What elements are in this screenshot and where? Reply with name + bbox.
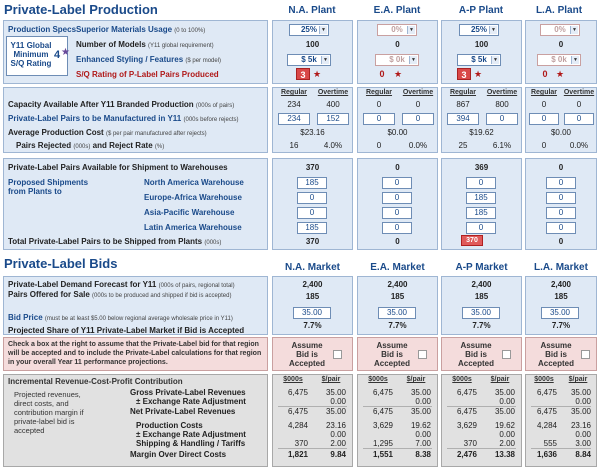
superior-materials-label: Superior Materials Usage (0 to 100%) (76, 25, 206, 34)
bid-price-input-ea[interactable]: 35.00 (378, 307, 416, 319)
contrib-value-total: 1,551 (372, 450, 393, 459)
assume-panel-ea (357, 337, 438, 371)
rej-num-ea: 0 (376, 141, 382, 150)
contrib-value-per-pair: 23.16 (325, 421, 346, 430)
cost-value-ea: $0.00 (387, 128, 408, 137)
offered-ea: 185 (390, 292, 405, 301)
rej-num-ap: 25 (458, 141, 468, 150)
sm-select-ap[interactable]: 25% ▼ (459, 24, 499, 36)
models-value-ap: 100 (474, 40, 489, 49)
sq-value-ea: 0 (379, 69, 385, 79)
cap-reg-ea: 0 (376, 100, 382, 109)
assume-label: Assume Bid is Accepted (288, 341, 325, 368)
contrib-value-per-pair: 7.00 (415, 439, 431, 448)
mfg-reg-input-la[interactable]: 0 (529, 113, 559, 125)
contrib-value-per-pair: 19.62 (494, 421, 515, 430)
sum-divider (363, 448, 432, 449)
offered-la: 185 (554, 292, 568, 301)
contrib-value-total: 6,475 (536, 407, 557, 416)
market-header-na: N.A. Market (284, 262, 340, 273)
ship-input[interactable]: 185 (297, 222, 327, 234)
contrib-col-header: $/pair (321, 376, 341, 383)
ship-input[interactable]: 0 (546, 222, 576, 234)
share-label: Projected Share of Y11 Private-Label Market if Bid is Accepted (8, 326, 245, 335)
sq-rating-label: S/Q Rating of P-Label Pairs Produced (76, 70, 219, 79)
overtime-header: Overtime (563, 89, 595, 96)
mfg-reg-input-na[interactable]: 234 (278, 113, 310, 125)
contrib-row-label: Gross Private-Label Revenues (130, 388, 246, 397)
bid-price-input-la[interactable]: 35.00 (541, 307, 579, 319)
assume-label: Assume Bid is Accepted (373, 341, 410, 368)
contrib-value-per-pair: 35.00 (325, 388, 346, 397)
contrib-col-header: $000s (283, 376, 303, 383)
plant-header-ea: E.A. Plant (373, 5, 421, 16)
contrib-value-total: 4,284 (536, 421, 557, 430)
contrib-value-per-pair: 35.00 (494, 388, 515, 397)
cap-ot-na: 400 (326, 100, 340, 109)
contrib-row-label: ± Exchange Rate Adjustment (136, 430, 246, 439)
contrib-value-per-pair: 0.00 (499, 430, 515, 439)
ship-input[interactable]: 185 (466, 192, 496, 204)
overtime-header: Overtime (317, 89, 349, 96)
assume-panel-ap (441, 337, 522, 371)
proposed-shipments-label: Proposed Shipments from Plants to (8, 178, 89, 196)
contrib-value-total: 1,821 (287, 450, 308, 459)
contrib-value-per-pair: 35.00 (410, 407, 431, 416)
avail-la: 0 (558, 163, 564, 172)
contrib-value-total: 2,476 (456, 450, 477, 459)
contrib-value-total: 3,629 (372, 421, 393, 430)
cap-ot-la: 0 (576, 100, 582, 109)
contrib-value-total: 370 (294, 439, 308, 448)
contribution-title: Incremental Revenue-Cost-Profit Contribution (8, 377, 183, 386)
demand-ea: 2,400 (387, 280, 408, 289)
warehouse-na-label: North America Warehouse (144, 178, 244, 187)
contrib-value-per-pair: 3.00 (575, 439, 591, 448)
contrib-value-per-pair: 0.00 (575, 397, 591, 406)
mfg-ot-input-ap[interactable]: 0 (486, 113, 518, 125)
contrib-col-header: $/pair (406, 376, 426, 383)
styling-select-na[interactable]: $ 5k ▼ (287, 54, 331, 66)
ship-input[interactable]: 0 (382, 207, 412, 219)
models-value-ea: 0 (395, 40, 400, 49)
contrib-value-total: 1,636 (536, 450, 557, 459)
ship-input[interactable]: 0 (297, 192, 327, 204)
share-ea: 7.7% (388, 321, 407, 330)
cap-reg-la: 0 (541, 100, 547, 109)
sq-star-icon: ★ (313, 69, 322, 79)
ship-input[interactable]: 0 (382, 222, 412, 234)
contrib-col-header: $000s (452, 376, 472, 383)
offered-ap: 185 (474, 292, 489, 301)
ship-input[interactable]: 185 (297, 177, 327, 189)
assume-label: Assume Bid is Accepted (537, 341, 574, 368)
plant-header-la: L.A. Plant (535, 5, 583, 16)
assume-checkbox-ap[interactable] (502, 350, 511, 359)
sm-select-na[interactable]: 25% ▼ (289, 24, 329, 36)
contrib-value-per-pair: 8.38 (415, 450, 431, 459)
share-la: 7.7% (551, 321, 571, 330)
bid-price-input-ap[interactable]: 35.00 (462, 307, 500, 319)
contrib-col-header: $/pair (490, 376, 510, 383)
contrib-value-total: 4,284 (287, 421, 308, 430)
sm-select-ea[interactable]: 0% ▼ (377, 24, 417, 36)
rejects-label: Pairs Rejected (000s) and Reject Rate (%) (16, 141, 165, 150)
rej-num-la: 0 (541, 141, 547, 150)
assume-panel-la (525, 337, 597, 371)
contrib-value-per-pair: 35.00 (410, 388, 431, 397)
chevron-down-icon: ▼ (489, 26, 497, 34)
capacity-label: Capacity Available After Y11 Branded Production (000s of pairs) (8, 100, 235, 109)
rej-num-na: 16 (289, 141, 299, 150)
contrib-value-per-pair: 2.00 (330, 439, 346, 448)
contrib-value-total: 6,475 (456, 407, 477, 416)
rating-value: 4 (54, 49, 61, 61)
share-ap: 7.7% (472, 321, 491, 330)
plant-header-ap: A-P Plant (458, 5, 504, 16)
plant-header-na: N.A. Plant (288, 5, 336, 16)
assume-checkbox-na[interactable] (333, 350, 342, 359)
total-la: 0 (558, 237, 564, 246)
offered-label: Pairs Offered for Sale (000s to be produced and shipped if bid is accepted) (8, 290, 232, 299)
assume-info-panel (3, 337, 268, 371)
contrib-value-total: 1,295 (372, 439, 393, 448)
sq-badge-ap: 3 (457, 68, 471, 80)
contrib-value-per-pair: 35.00 (570, 388, 591, 397)
chevron-down-icon: ▼ (319, 26, 327, 34)
regular-header: Regular (530, 89, 558, 96)
sq-star-icon: ★ (556, 69, 565, 79)
contrib-row-label: Shipping & Handling / Tariffs (136, 439, 246, 448)
overtime-header: Overtime (402, 89, 434, 96)
ship-input[interactable]: 0 (546, 177, 576, 189)
contrib-value-total: 6,475 (287, 388, 308, 397)
total-ea: 0 (395, 237, 400, 246)
assume-checkbox-ea[interactable] (418, 350, 427, 359)
bid-price-input-na[interactable]: 35.00 (293, 307, 331, 319)
sq-star-icon: ★ (394, 69, 403, 79)
warehouse-ea-label: Europe-Africa Warehouse (144, 193, 242, 202)
models-value-la: 0 (558, 40, 564, 49)
rej-rate-na: 4.0% (323, 141, 343, 150)
assume-label: Assume Bid is Accepted (457, 341, 494, 368)
ship-input[interactable]: 0 (382, 177, 412, 189)
styling-select-ap[interactable]: $ 5k ▼ (457, 54, 501, 66)
total-ap-alert: 370 (461, 235, 483, 246)
contrib-row-label: Margin Over Direct Costs (130, 450, 227, 459)
contrib-value-per-pair: 9.84 (330, 450, 346, 459)
contrib-col-header: $000s (534, 376, 554, 383)
number-of-models-label: Number of Models (Y11 global requirement) (76, 40, 214, 49)
cost-value-la: $0.00 (550, 128, 572, 137)
contrib-value-per-pair: 2.00 (499, 439, 515, 448)
mfg-reg-input-ea[interactable]: 0 (363, 113, 395, 125)
rej-rate-ea: 0.0% (408, 141, 428, 150)
warehouse-la-label: Latin America Warehouse (144, 223, 242, 232)
regular-header: Regular (365, 89, 393, 96)
ship-input[interactable]: 0 (382, 192, 412, 204)
contrib-value-total: 370 (463, 439, 477, 448)
contrib-value-total: 6,475 (456, 388, 477, 397)
rej-rate-la: 0.0% (569, 141, 589, 150)
ship-input[interactable]: 0 (546, 192, 576, 204)
market-header-la: L.A. Market (534, 262, 588, 273)
contrib-value-per-pair: 35.00 (570, 407, 591, 416)
market-header-ea: E.A. Market (370, 262, 425, 273)
contrib-value-total: 6,475 (372, 407, 393, 416)
ship-input[interactable]: 0 (297, 207, 327, 219)
cost-value-ap: $19.62 (469, 128, 494, 137)
contrib-value-total: 3,629 (456, 421, 477, 430)
rating-box (6, 36, 68, 76)
contrib-value-total: 6,475 (287, 407, 308, 416)
demand-na: 2,400 (302, 280, 323, 289)
contrib-row-label: Net Private-Label Revenues (130, 407, 236, 416)
chevron-down-icon: ▼ (570, 26, 578, 34)
regular-header: Regular (280, 89, 308, 96)
contrib-value-per-pair: 13.38 (494, 450, 515, 459)
enhanced-styling-label: Enhanced Styling / Features ($ per model) (76, 55, 222, 64)
assume-checkbox-la[interactable] (581, 350, 590, 359)
avail-ap: 369 (474, 163, 489, 172)
bids-title: Private-Label Bids (4, 256, 118, 271)
contrib-col-header: $000s (368, 376, 388, 383)
assume-panel-na (272, 337, 353, 371)
overtime-header: Overtime (486, 89, 518, 96)
avail-na: 370 (305, 163, 320, 172)
rating-box-label: Y11 Global Minimum S/Q Rating (10, 41, 52, 68)
sum-divider (531, 448, 591, 449)
sum-divider (447, 448, 516, 449)
sum-divider (278, 448, 347, 449)
mfg-label: Private-Label Pairs to be Manufactured in Y11 (000s before rejects) (8, 114, 239, 123)
contrib-value-total: 6,475 (536, 388, 557, 397)
regular-header: Regular (449, 89, 477, 96)
production-specs-label: Production Specs (8, 25, 77, 34)
contrib-value-per-pair: 0.00 (499, 397, 515, 406)
share-na: 7.7% (303, 321, 322, 330)
mfg-reg-input-ap[interactable]: 394 (447, 113, 479, 125)
total-shipped-label: Total Private-Label Pairs to be Shipped from Plants (000s) (8, 237, 222, 246)
assume-info-text: Check a box at the right to assume that the Private-Label bid for that region will be accepted and to include the Private-Label calculations for that region in your overall Year 11 performance projections. (8, 341, 262, 366)
contrib-value-per-pair: 19.62 (410, 421, 431, 430)
contrib-value-per-pair: 8.84 (575, 450, 591, 459)
chevron-down-icon: ▼ (321, 56, 329, 64)
mfg-ot-input-la[interactable]: 0 (564, 113, 594, 125)
production-title: Private-Label Production (4, 2, 158, 17)
cap-ot-ap: 800 (495, 100, 509, 109)
styling-select-ea[interactable]: $ 0k ▼ (375, 54, 419, 66)
contrib-row-label: Production Costs (136, 421, 203, 430)
demand-la: 2,400 (550, 280, 572, 289)
contrib-value-per-pair: 0.00 (330, 430, 346, 439)
contribution-desc: Projected revenues, direct costs, and contribution margin if private-label bid is accepted (14, 390, 84, 435)
offered-na: 185 (305, 292, 320, 301)
cap-ot-ea: 0 (415, 100, 421, 109)
cap-reg-ap: 867 (456, 100, 470, 109)
sq-star-icon: ★ (474, 69, 483, 79)
rej-rate-ap: 6.1% (492, 141, 512, 150)
sm-select-la[interactable]: 0% ▼ (540, 24, 580, 36)
contrib-value-per-pair: 0.00 (330, 397, 346, 406)
cap-reg-na: 234 (287, 100, 301, 109)
contrib-value-total: 555 (543, 439, 557, 448)
cost-value-na: $23.16 (300, 128, 325, 137)
avail-ea: 0 (395, 163, 400, 172)
contrib-col-header: $/pair (568, 376, 588, 383)
contrib-value-per-pair: 35.00 (325, 407, 346, 416)
sq-value-la: 0 (542, 69, 548, 79)
chevron-down-icon: ▼ (407, 26, 415, 34)
contrib-row-label: ± Exchange Rate Adjustment (136, 397, 246, 406)
total-na: 370 (305, 237, 320, 246)
ship-input[interactable]: 0 (546, 207, 576, 219)
ship-input[interactable]: 0 (466, 177, 496, 189)
market-header-ap: A-P Market (455, 262, 508, 273)
contrib-value-per-pair: 35.00 (494, 407, 515, 416)
models-value-na: 100 (305, 40, 320, 49)
sq-badge-na: 3 (296, 68, 310, 80)
available-label: Private-Label Pairs Available for Shipment to Warehouses (8, 163, 228, 172)
demand-label: Private-Label Demand Forecast for Y11 (000s of pairs, regional total) (8, 280, 235, 289)
mfg-ot-input-ea[interactable]: 0 (402, 113, 434, 125)
demand-ap: 2,400 (471, 280, 492, 289)
contrib-value-per-pair: 0.00 (575, 430, 591, 439)
rating-star-icon: ★ (61, 47, 70, 58)
cost-label: Average Production Cost ($ per pair manufactured after rejects) (8, 128, 207, 137)
chevron-down-icon: ▼ (491, 56, 499, 64)
chevron-down-icon: ▼ (409, 56, 417, 64)
contrib-value-per-pair: 23.16 (570, 421, 591, 430)
contrib-value-per-pair: 0.00 (415, 397, 431, 406)
styling-select-la[interactable]: $ 0k ▼ (537, 54, 581, 66)
contrib-value-total: 6,475 (372, 388, 393, 397)
mfg-ot-input-na[interactable]: 152 (317, 113, 349, 125)
bid-price-label: Bid Price (must be at least $5.00 below regional average wholesale price in Y11) (8, 313, 233, 322)
contrib-value-per-pair: 0.00 (415, 430, 431, 439)
ship-input[interactable]: 185 (466, 207, 496, 219)
ship-input[interactable]: 0 (466, 222, 496, 234)
warehouse-ap-label: Asia-Pacific Warehouse (144, 208, 235, 217)
chevron-down-icon: ▼ (571, 56, 579, 64)
